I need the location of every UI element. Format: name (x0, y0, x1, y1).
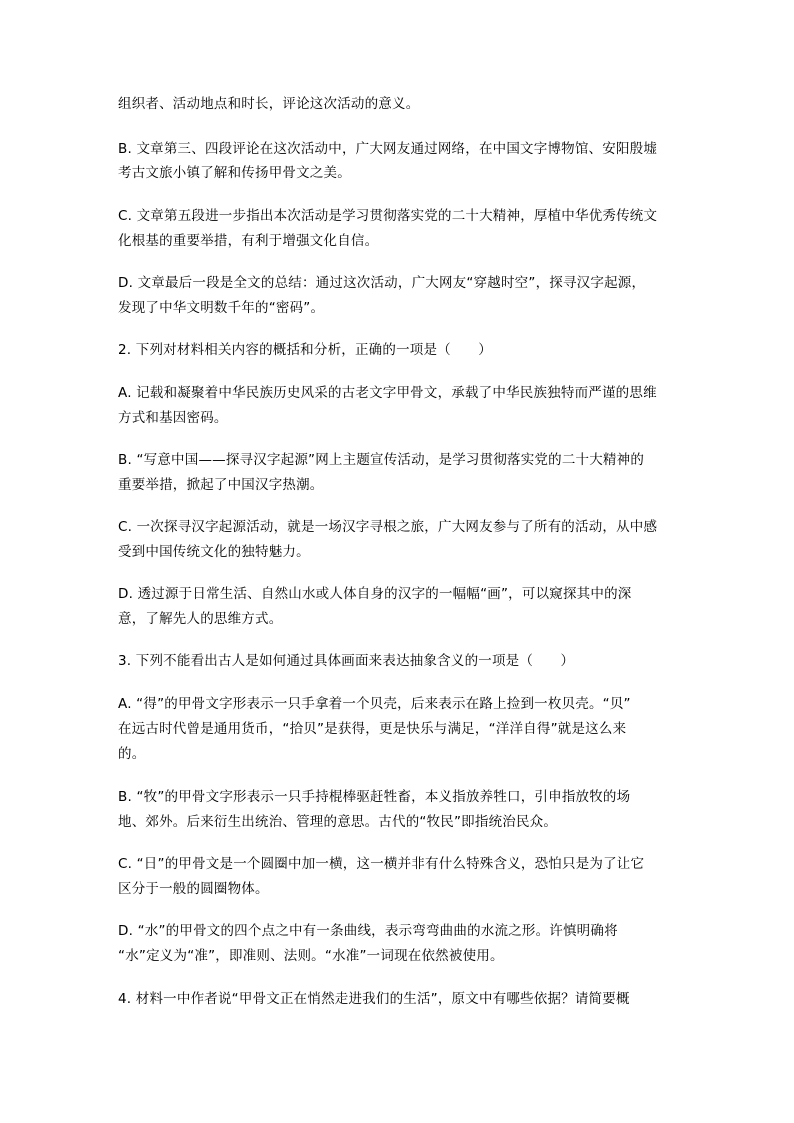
text-line: A. 记载和凝聚着中华民族历史风采的古老文字甲骨文，承载了中华民族独特而严谨的思维 (118, 385, 657, 401)
text-line: C. 一次探寻汉字起源活动，就是一场汉字寻根之旅，广大网友参与了所有的活动，从中感 (118, 519, 658, 535)
text-line: 重要举措，掀起了中国汉字热潮。 (118, 477, 324, 493)
text-line: A. “得”的甲骨文字形表示一只手拿着一个贝壳，后来表示在路上捡到一枚贝壳。“贝” (118, 696, 631, 712)
text-line: D. 透过源于日常生活、自然山水或人体自身的汉字的一幅幅“画”，可以窥探其中的深 (118, 586, 632, 602)
text-line: 考古文旅小镇了解和传扬甲骨文之美。 (118, 165, 351, 181)
text-line: 受到中国传统文化的独特魅力。 (118, 544, 310, 560)
text-line: D. “水”的甲骨文的四个点之中有一条曲线，表示弯弯曲曲的水流之形。许慎明确将 (118, 923, 618, 939)
text-line: 区分于一般的圆圈物体。 (118, 881, 269, 897)
text-line: C. 文章第五段进一步指出本次活动是学习贯彻落实党的二十大精神，厚植中华优秀传统文 (118, 208, 658, 224)
text-line: D. 文章最后一段是全文的总结：通过这次活动，广大网友“穿越时空”，探寻汉字起源， (118, 275, 646, 291)
text-line: 意，了解先人的思维方式。 (118, 611, 283, 627)
text-line: 发现了中华文明数千年的“密码”。 (118, 300, 325, 316)
text-line: 的。 (118, 746, 146, 762)
text-line: 化根基的重要举措，有利于增强文化自信。 (118, 233, 379, 249)
text-line: B. “牧”的甲骨文字形表示一只手持棍棒驱赶牲畜，本义指放养牲口，引申指放牧的场 (118, 789, 631, 805)
text-line: “水”定义为“准”，即准则、法则。“水准”一词现在依然被使用。 (118, 948, 504, 964)
question-3-stem: 3. 下列不能看出古人是如何通过具体画面来表达抽象含义的一项是（ ） (118, 653, 575, 669)
question-2-stem: 2. 下列对材料相关内容的概括和分析，正确的一项是（ ） (118, 342, 492, 358)
text-line: 组织者、活动地点和时长，评论这次活动的意义。 (118, 96, 420, 112)
text-line: 地、郊外。后来衍生出统治、管理的意思。古代的“牧民”即指统治民众。 (118, 814, 558, 830)
text-line: C. “日”的甲骨文是一个圆圈中加一横，这一横并非有什么特殊含义，恐怕只是为了让它 (118, 856, 645, 872)
text-line: 方式和基因密码。 (118, 410, 228, 426)
question-4-stem: 4. 材料一中作者说“甲骨文正在悄然走进我们的生活”，原文中有哪些依据？请简要概 (118, 991, 630, 1007)
text-line: B. 文章第三、四段评论在这次活动中，广大网友通过网络，在中国文字博物馆、安阳殷墟 (118, 141, 658, 157)
text-line: 在远古时代曾是通用货币，“拾贝”是获得，更是快乐与满足，“洋洋自得”就是这么来 (118, 721, 627, 737)
text-line: B. “写意中国——探寻汉字起源”网上主题宣传活动，是学习贯彻落实党的二十大精神的 (118, 452, 645, 468)
